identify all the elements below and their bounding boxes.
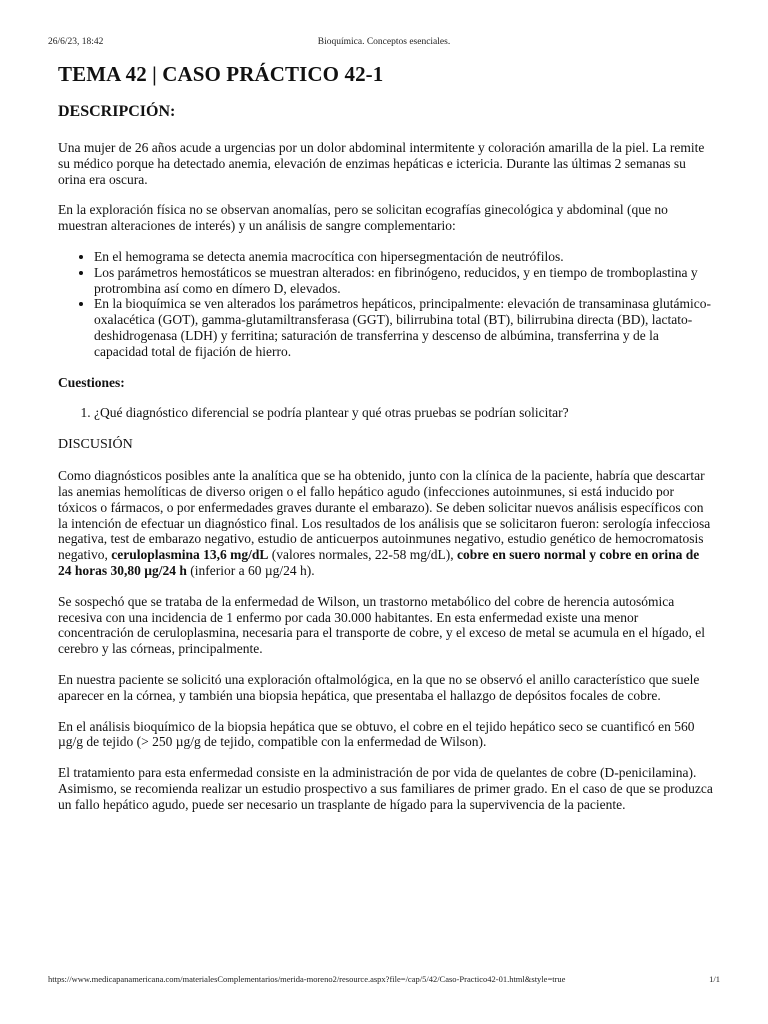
document-content — [58, 60, 714, 828]
list-item: • Los parámetros hemostáticos se muestran alterados: en fibrinógeno, reducidos, y en tiempo de tromboplastina y protrombina así como en dímero D, elevados. — [94, 265, 714, 297]
copper-result: cobre en suero normal y cobre en orina de 24 horas 30,80 µg/24 h — [58, 547, 700, 578]
print-date: 26/6/23, 18:42 — [48, 37, 104, 47]
list-item: • En el hemograma se detecta anemia macrocítica con hipersegmentación de neutrófilos. — [94, 249, 714, 265]
questions-label: Cuestiones: — [58, 374, 125, 390]
question-item: 1. ¿Qué diagnóstico diferencial se podría plantear y qué otras pruebas se podrían solicitar? — [94, 405, 714, 421]
discussion-paragraph-3: En nuestra paciente se solicitó una exploración oftalmológica, en la que no se observó el anillo característico que suele aparecer en la córnea, y también una biopsia hepática, que presentaba el hallazgo de depósitos focales de cobre. — [58, 671, 700, 703]
discussion-text: (inferior a 60 µg/24 h). — [186, 562, 315, 578]
page-number: 1/1 — [709, 974, 720, 984]
page-title: TEMA 42 | CASO PRÁCTICO 42-1 — [58, 62, 384, 86]
description-paragraph-1: Una mujer de 26 años acude a urgencias por un dolor abdominal intermitente y coloración amarilla de la piel. La remite su médico porque ha detectado anemia, elevación de enzimas hepáticas e ictericia. Durante las últimas 2 semanas su orina era oscura. — [58, 140, 705, 187]
discussion-text: (valores normales, 22-58 mg/dL), — [268, 547, 457, 563]
list-item: • En la bioquímica se ven alterados los parámetros hepáticos, principalmente: elevación de transaminasa glutámico-oxalacética (GOT), gamma-glutamiltransferasa (GGT), bilirrubina total (BT), bilirrubina directa (BD), lactato-deshidrogenasa (LDH) y ferritina; saturación de transferrina y descenso de albúmina, transferrina y de la capacidad total de fijación de hierro. — [94, 296, 714, 359]
source-url: https://www.medicapanamericana.com/materialesComplementarios/merida-moreno2/resource.aspx?file=/cap/5/42/Caso-Practico42-01.html&style=true — [48, 974, 566, 984]
print-header — [48, 37, 720, 51]
questions-list — [58, 405, 714, 421]
discussion-heading: DISCUSIÓN — [58, 437, 133, 453]
description-heading: DESCRIPCIÓN: — [58, 103, 176, 120]
description-paragraph-2: En la exploración física no se observan anomalías, pero se solicitan ecografías ginecológica y abdominal (que no muestran alteraciones de interés) y un análisis de sangre complementario: — [58, 202, 668, 234]
discussion-paragraph-4: En el análisis bioquímico de la biopsia hepática que se obtuvo, el cobre en el tejido hepático seco se cuantificó en 560 µg/g de tejido (> 250 µg/g de tejido, compatible con la enfermedad de Wilson). — [58, 718, 695, 750]
ceruloplasmin-result: ceruloplasmina 13,6 mg/dL — [111, 547, 269, 563]
print-footer — [48, 974, 720, 986]
document-title: Bioquímica. Conceptos esenciales. — [317, 37, 451, 47]
discussion-paragraph-2: Se sospechó que se trataba de la enfermedad de Wilson, un trastorno metabólico del cobre de herencia autosómica recesiva con una incidencia de 1 enfermo por cada 30.000 habitantes. En esta enfermedad existe una menor concentración de ceruloplasmina, necesaria para el transporte de cobre, y el exceso de metal se acumula en el hígado, el cerebro y las córneas, principalmente. — [58, 593, 705, 657]
findings-list — [58, 249, 714, 360]
discussion-paragraph-1 — [58, 468, 714, 579]
discussion-paragraph-5: El tratamiento para esta enfermedad consiste en la administración de por vida de quelantes de cobre (D-penicilamina). Asimismo, se recomienda realizar un estudio prospectivo a sus familiares de primer grado. En el caso de que se produzca un fallo hepático agudo, puede ser necesario un trasplante de hígado para la supervivencia de la paciente. — [58, 765, 713, 812]
discussion-text: Como diagnósticos posibles ante la analítica que se ha obtenido, junto con la clínica de la paciente, habría que descartar las anemias hemolíticas de diverso origen o el fallo hepático agudo (infecciones autoinmunes, si está inducido por tóxicos o fármacos, o por enfermedades graves durante el embarazo). Se deben solicitar nuevos análisis específicos con la intención de efectuar un diagnóstico final. Los resultados de los análisis que se solicitaron fueron: serología infecciosa negativa, test de embarazo negativo, estudio de anticuerpos autoinmunes negativo, estudio genético de hemocromatosis negativo, — [58, 468, 711, 563]
